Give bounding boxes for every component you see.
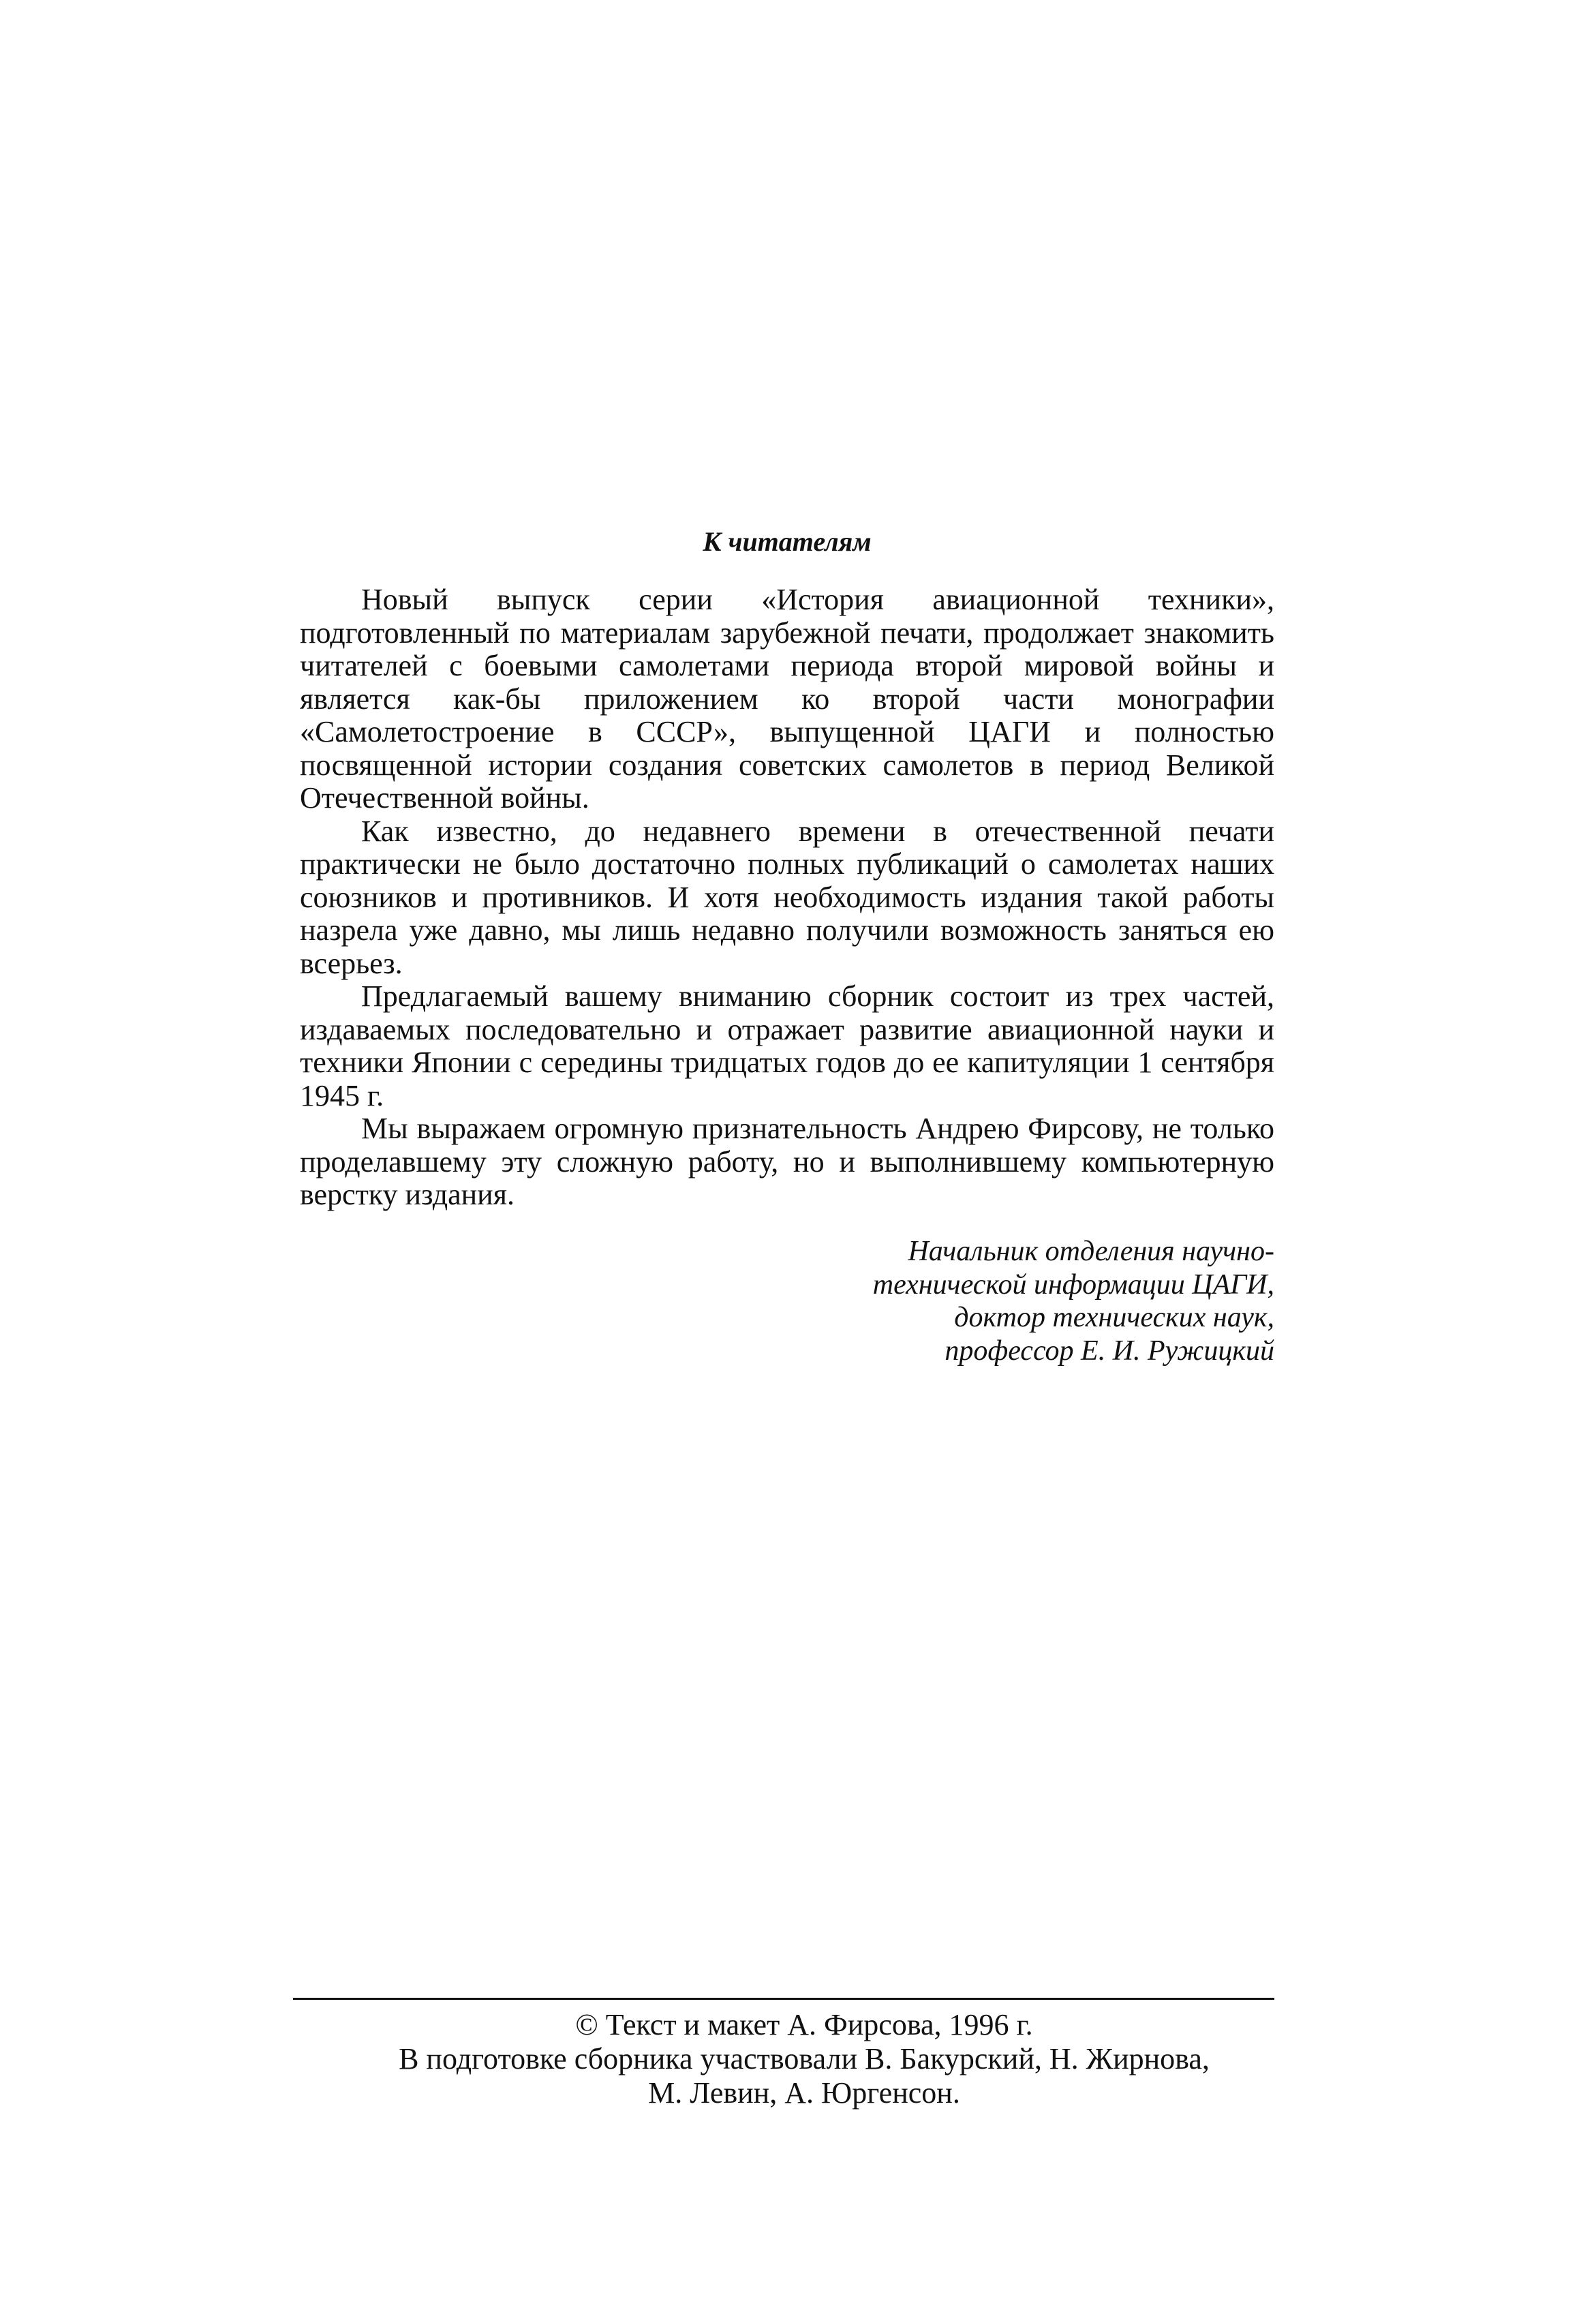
page-title: К читателям — [703, 526, 872, 557]
paragraph-collection: Предлагаемый вашему вниманию сборник состоит из трех частей, издаваемых последовательно и отражает развитие авиационной науки и техники Японии с середины тридцатых годов до ее капитуляции 1 сентября 1945 г. — [300, 979, 1274, 1112]
copyright-line: © Текст и макет А. Фирсова, 1996 г. — [575, 2008, 1033, 2041]
footer-credits — [232, 2008, 1377, 2110]
paragraph-background: Как известно, до недавнего времени в отечественной печати практически не было достаточно полных публикаций о самолетах наших союзников и противников. И хотя необходимость издания такой работы назрела уже давно, мы лишь недавно получили возможность заняться ею всерьез. — [300, 814, 1274, 980]
signature-position: Начальник отделения научно- — [908, 1236, 1274, 1267]
signature-department: технической информации ЦАГИ, — [872, 1268, 1274, 1300]
paragraph-intro: Новый выпуск серии «История авиационной техники», подготовленный по материалам зарубежной печати, продолжает знакомить читателей с боевыми самолетами периода второй мировой войны и является как-бы приложением ко второй части монографии «Самолетостроение в СССР», выпущенной ЦАГИ и полностью посвященной истории создания советских самолетов в период Великой Отечественной войны. — [300, 583, 1274, 815]
foreword-body — [300, 583, 1274, 1212]
contributors-line-2: М. Левин, А. Юргенсон. — [648, 2076, 960, 2110]
signature-name: профессор Е. И. Ружицкий — [945, 1335, 1274, 1367]
contributors-line-1: В подготовке сборника участвовали В. Бакурский, Н. Жирнова, — [399, 2042, 1210, 2075]
footer-divider — [293, 1998, 1274, 2000]
paragraph-acknowledgement: Мы выражаем огромную признательность Андрею Фирсову, не только проделавшему эту сложную работу, но и выполнившему компьютерную верстку издания. — [300, 1112, 1274, 1211]
signature-block — [681, 1235, 1274, 1367]
signature-degree: доктор технических наук, — [954, 1302, 1274, 1333]
